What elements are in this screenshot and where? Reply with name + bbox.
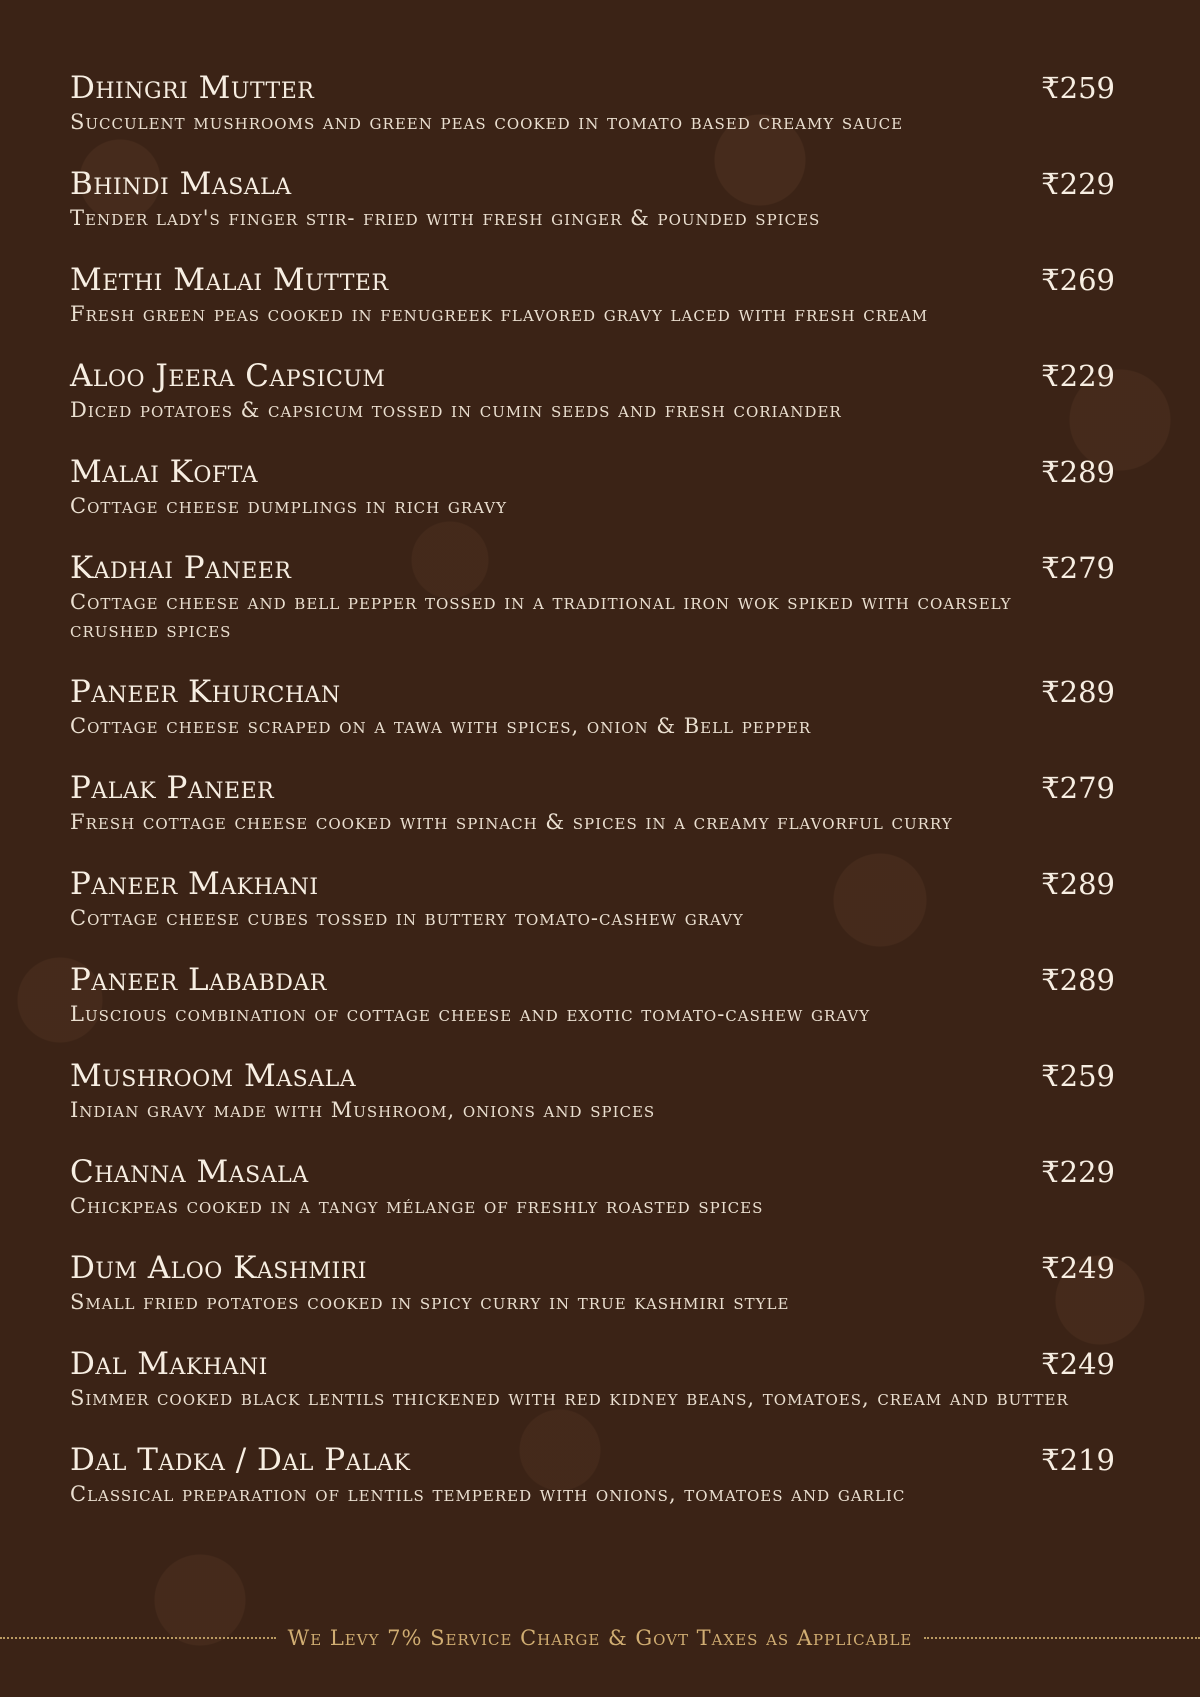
dish-price: ₹219 xyxy=(1041,1443,1115,1477)
dish-description: Indian gravy made with Mushroom, onions and spices xyxy=(70,1098,656,1122)
dish-description: Chickpeas cooked in a tangy mélange of freshly roasted spices xyxy=(70,1194,764,1218)
menu-item xyxy=(70,1440,1115,1508)
dish-description: Small fried potatoes cooked in spicy curry in true kashmiri style xyxy=(70,1290,790,1314)
dish-name: Channa Masala xyxy=(70,1154,309,1190)
dish-name: Methi Malai Mutter xyxy=(70,262,389,298)
menu-item xyxy=(70,356,1115,424)
service-charge-note: We Levy 7% Service Charge & Govt Taxes as Applicable xyxy=(287,1626,913,1650)
dish-name: Dal Makhani xyxy=(70,1346,268,1382)
dish-name: Paneer Lababdar xyxy=(70,962,327,998)
menu-item xyxy=(70,260,1115,328)
dish-name: Kadhai Paneer xyxy=(70,550,292,586)
dish-price: ₹269 xyxy=(1041,263,1115,297)
dish-price: ₹229 xyxy=(1041,167,1115,201)
dish-description: Simmer cooked black lentils thickened with red kidney beans, tomatoes, cream and butter xyxy=(70,1386,1069,1410)
dish-name: Dal Tadka / Dal Palak xyxy=(70,1442,411,1478)
dish-description: Cottage cheese dumplings in rich gravy xyxy=(70,494,507,518)
menu-item xyxy=(70,1152,1115,1220)
dish-description: Fresh green peas cooked in fenugreek flavored gravy laced with fresh cream xyxy=(70,302,929,326)
footer-rule-right xyxy=(924,1637,1200,1639)
dish-description: Succulent mushrooms and green peas cooked in tomato based creamy sauce xyxy=(70,110,904,134)
menu-item xyxy=(70,1056,1115,1124)
menu-item xyxy=(70,548,1115,644)
menu-item xyxy=(70,1248,1115,1316)
dish-name: Paneer Makhani xyxy=(70,866,319,902)
dish-name: Dhingri Mutter xyxy=(70,70,315,106)
dish-name: Malai Kofta xyxy=(70,454,258,490)
menu-list xyxy=(70,68,1115,1536)
dish-price: ₹259 xyxy=(1041,1059,1115,1093)
dish-description: Classical preparation of lentils tempered with onions, tomatoes and garlic xyxy=(70,1482,906,1506)
dish-description: Fresh cottage cheese cooked with spinach & spices in a creamy flavorful curry xyxy=(70,810,953,834)
dish-price: ₹289 xyxy=(1041,867,1115,901)
menu-item xyxy=(70,960,1115,1028)
dish-price: ₹249 xyxy=(1041,1347,1115,1381)
dish-description: Luscious combination of cottage cheese and exotic tomato-cashew gravy xyxy=(70,1002,871,1026)
menu-item xyxy=(70,1344,1115,1412)
menu-item xyxy=(70,768,1115,836)
dish-name: Palak Paneer xyxy=(70,770,275,806)
dish-description: Cottage cheese scraped on a tawa with spices, onion & Bell pepper xyxy=(70,714,812,738)
dish-name: Bhindi Masala xyxy=(70,166,292,202)
dish-price: ₹279 xyxy=(1041,771,1115,805)
dish-price: ₹289 xyxy=(1041,675,1115,709)
dish-description: Cottage cheese cubes tossed in buttery tomato-cashew gravy xyxy=(70,906,744,930)
menu-item xyxy=(70,68,1115,136)
dish-name: Mushroom Masala xyxy=(70,1058,357,1094)
dish-description: Tender lady's finger stir- fried with fresh ginger & pounded spices xyxy=(70,206,821,230)
footer xyxy=(0,1626,1200,1650)
menu-item xyxy=(70,452,1115,520)
dish-price: ₹229 xyxy=(1041,359,1115,393)
menu-item xyxy=(70,164,1115,232)
dish-name: Paneer Khurchan xyxy=(70,674,341,710)
dish-description: Cottage cheese and bell pepper tossed in a traditional iron wok spiked with coarsely crushed spices xyxy=(70,590,1012,642)
dish-price: ₹279 xyxy=(1041,551,1115,585)
dish-price: ₹289 xyxy=(1041,455,1115,489)
menu-item xyxy=(70,672,1115,740)
dish-price: ₹289 xyxy=(1041,963,1115,997)
menu-item xyxy=(70,864,1115,932)
dish-name: Aloo Jeera Capsicum xyxy=(70,358,386,394)
dish-price: ₹259 xyxy=(1041,71,1115,105)
dish-description: Diced potatoes & capsicum tossed in cumin seeds and fresh coriander xyxy=(70,398,842,422)
footer-rule-left xyxy=(0,1637,276,1639)
dish-price: ₹229 xyxy=(1041,1155,1115,1189)
dish-price: ₹249 xyxy=(1041,1251,1115,1285)
dish-name: Dum Aloo Kashmiri xyxy=(70,1250,367,1286)
